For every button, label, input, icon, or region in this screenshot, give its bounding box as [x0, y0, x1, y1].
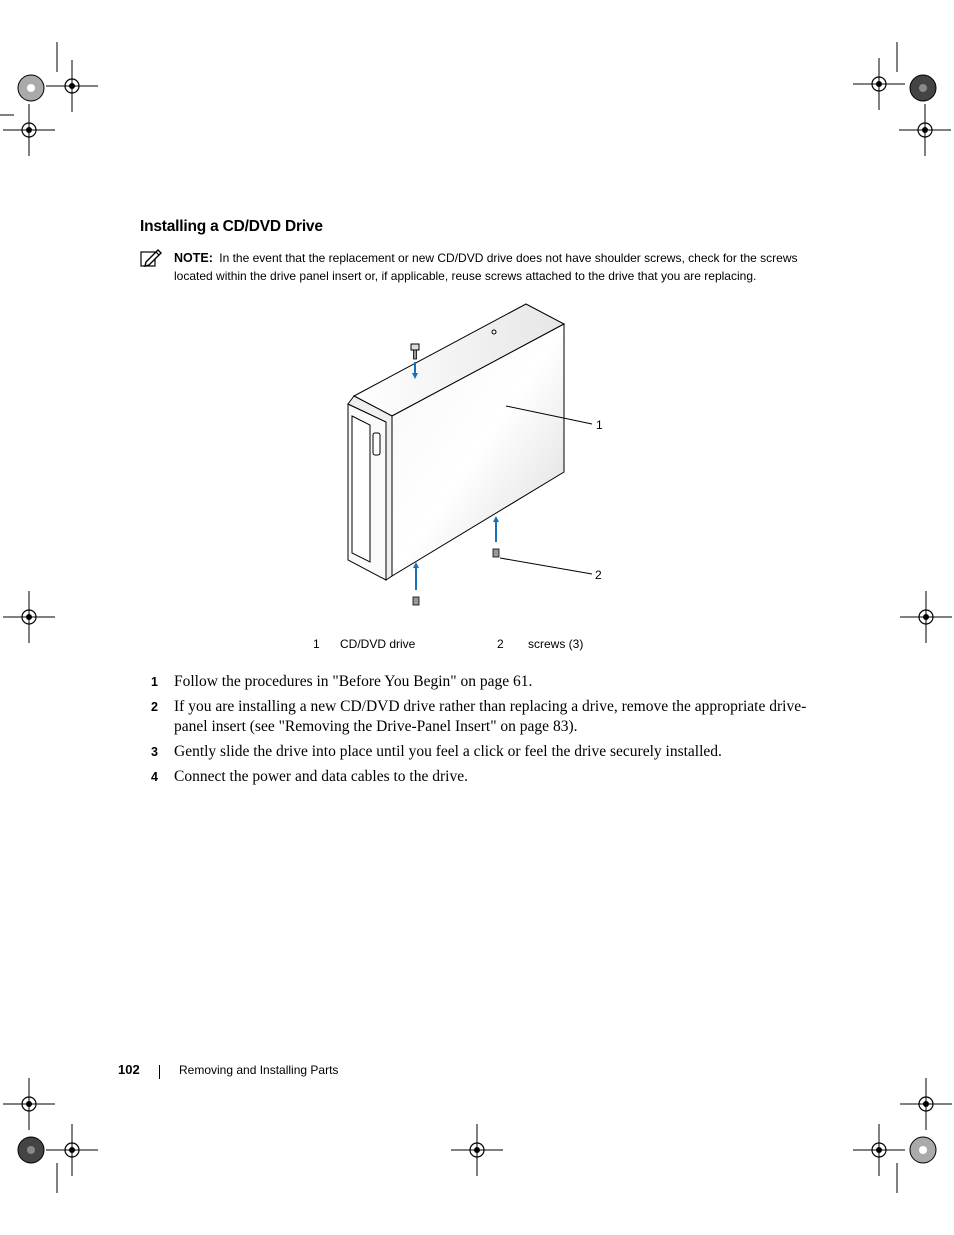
procedure-step — [150, 767, 820, 787]
footer-section-title: Removing and Installing Parts — [179, 1063, 339, 1077]
procedure-steps — [150, 672, 820, 792]
figure-legend — [0, 637, 954, 655]
step-number: 3 — [151, 744, 158, 759]
step-text: Follow the procedures in "Before You Begin" on page 61. — [174, 673, 533, 690]
step-number: 2 — [151, 700, 158, 714]
callout-label-1: 1 — [596, 418, 603, 432]
screw-bottom — [413, 562, 419, 605]
procedure-step — [150, 742, 820, 762]
note-text: In the event that the replacement or new CD/DVD drive does not have shoulder screws, check for the screws located within the drive panel insert or, if applicable, reuse screws attached to the drive that you are replacing. — [174, 251, 798, 283]
step-text: If you are installing a new CD/DVD drive rather than replacing a drive, remove the appropriate drive-panel insert (see "Removing the Drive-Panel Insert" on page 83). — [174, 698, 807, 735]
legend-number: 2 — [497, 637, 504, 651]
cd-dvd-drive-illustration — [330, 300, 620, 620]
step-text: Gently slide the drive into place until you feel a click or feel the drive securely installed. — [174, 742, 722, 760]
footer-divider — [159, 1065, 160, 1079]
legend-label: screws (3) — [528, 637, 584, 651]
procedure-step — [150, 697, 820, 736]
step-number: 4 — [151, 769, 158, 784]
note-block — [174, 250, 814, 285]
screw-side — [493, 516, 499, 557]
step-text: Connect the power and data cables to the drive. — [174, 767, 468, 785]
page-number: 102 — [118, 1062, 140, 1077]
step-number: 1 — [151, 675, 158, 689]
procedure-step — [150, 672, 820, 692]
legend-label: CD/DVD drive — [340, 637, 416, 651]
callout-label-2: 2 — [595, 568, 602, 582]
callout-line-2 — [500, 558, 592, 574]
legend-number: 1 — [313, 637, 320, 651]
page-footer — [0, 1062, 954, 1082]
drive-body — [348, 304, 564, 580]
note-label: NOTE: — [174, 251, 213, 265]
section-heading: Installing a CD/DVD Drive — [140, 218, 323, 235]
pencil-note-icon — [140, 248, 162, 268]
